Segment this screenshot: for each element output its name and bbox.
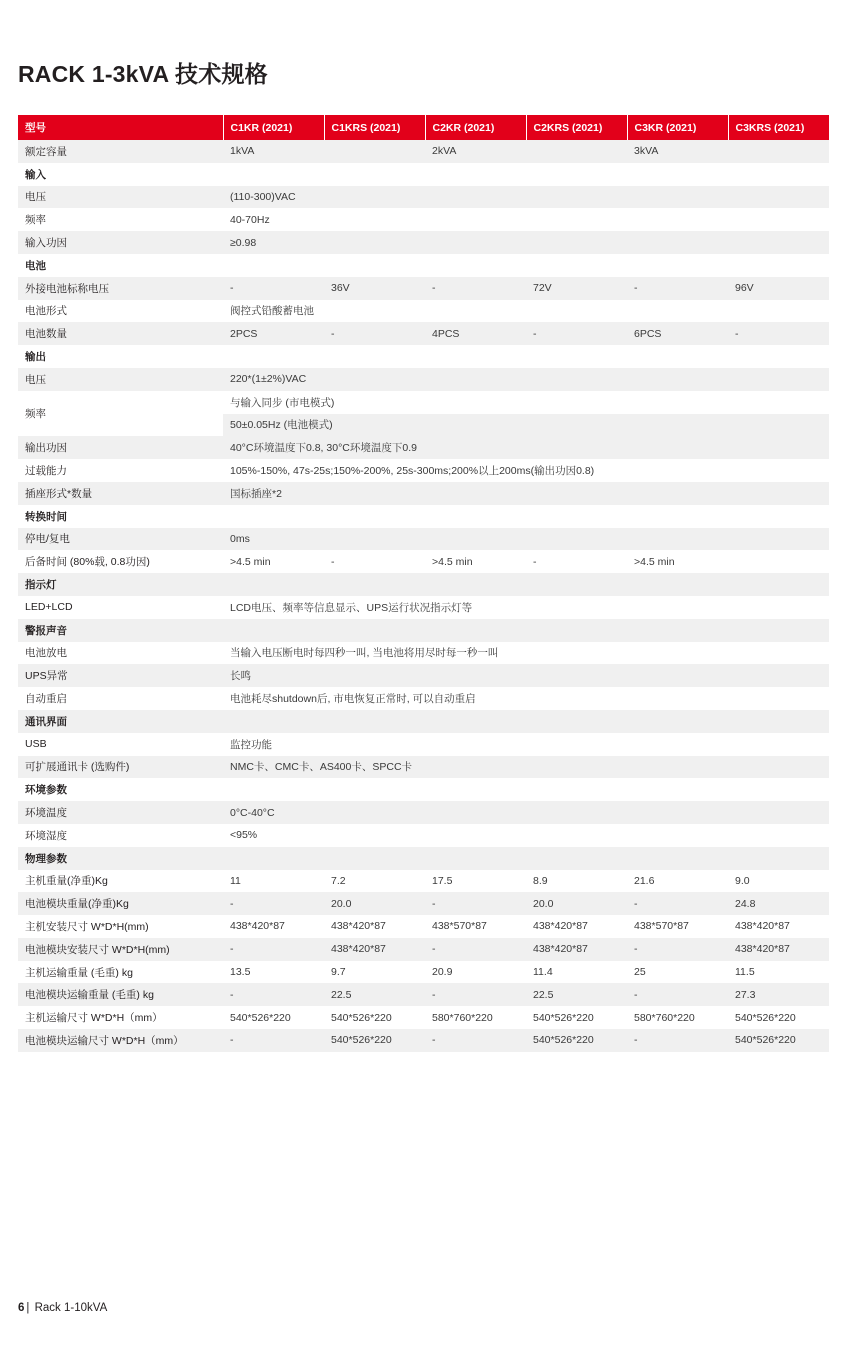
row-value: 与输入同步 (市电模式)	[223, 391, 829, 414]
column-header-product-3: C2KR (2021)	[425, 115, 526, 140]
row-label: 频率	[18, 391, 223, 437]
row-value: -	[425, 892, 526, 915]
row-value: >4.5 min	[425, 550, 526, 573]
table-row	[18, 915, 829, 938]
column-header-model: 型号	[18, 115, 223, 140]
row-label: 可扩展通讯卡 (选购件)	[18, 756, 223, 779]
row-label: 主机安装尺寸 W*D*H(mm)	[18, 915, 223, 938]
row-label: UPS异常	[18, 664, 223, 687]
column-header-product-5: C3KR (2021)	[627, 115, 728, 140]
page-footer	[18, 1302, 107, 1314]
section-label: 物理参数	[18, 847, 223, 870]
row-value: 7.2	[324, 870, 425, 893]
row-label: 停电/复电	[18, 528, 223, 551]
row-value: 8.9	[526, 870, 627, 893]
row-value: 4PCS	[425, 322, 526, 345]
table-row	[18, 140, 829, 163]
row-value: -	[627, 983, 728, 1006]
row-label: 电压	[18, 186, 223, 209]
table-row	[18, 801, 829, 824]
row-value: -	[627, 938, 728, 961]
table-section-row	[18, 505, 829, 528]
row-value: LCD电压、频率等信息显示、UPS运行状况指示灯等	[223, 596, 829, 619]
table-section-row	[18, 163, 829, 186]
section-label: 指示灯	[18, 573, 223, 596]
section-label: 电池	[18, 254, 223, 277]
row-label: 频率	[18, 208, 223, 231]
row-value: 3kVA	[627, 140, 829, 163]
row-value: 40-70Hz	[223, 208, 829, 231]
table-section-row	[18, 847, 829, 870]
row-value: -	[223, 1029, 324, 1052]
row-value: NMC卡、CMC卡、AS400卡、SPCC卡	[223, 756, 829, 779]
row-value: 0ms	[223, 528, 829, 551]
table-section-row	[18, 573, 829, 596]
row-value: 9.7	[324, 961, 425, 984]
row-value: (110-300)VAC	[223, 186, 829, 209]
row-value: -	[324, 322, 425, 345]
row-value: -	[425, 983, 526, 1006]
row-value: -	[223, 277, 324, 300]
row-value: 22.5	[526, 983, 627, 1006]
row-value: -	[223, 892, 324, 915]
row-value: 长鸣	[223, 664, 829, 687]
table-section-row	[18, 345, 829, 368]
row-value: 40°C环境温度下0.8, 30°C环境温度下0.9	[223, 436, 829, 459]
row-label: 环境温度	[18, 801, 223, 824]
table-row	[18, 186, 829, 209]
row-value: 36V	[324, 277, 425, 300]
row-label: 电池模块运输重量 (毛重) kg	[18, 983, 223, 1006]
row-value: 540*526*220	[526, 1029, 627, 1052]
row-value: 438*420*87	[223, 915, 324, 938]
table-row	[18, 482, 829, 505]
row-value: 540*526*220	[526, 1006, 627, 1029]
row-value: 220*(1±2%)VAC	[223, 368, 829, 391]
section-label: 输出	[18, 345, 223, 368]
row-label: 自动重启	[18, 687, 223, 710]
row-label: 主机运输重量 (毛重) kg	[18, 961, 223, 984]
row-value: 540*526*220	[728, 1006, 829, 1029]
table-row	[18, 1006, 829, 1029]
row-value: >4.5 min	[223, 550, 324, 573]
table-row	[18, 550, 829, 573]
column-header-product-4: C2KRS (2021)	[526, 115, 627, 140]
row-label: 输入功因	[18, 231, 223, 254]
section-label: 转换时间	[18, 505, 223, 528]
row-value: -	[425, 277, 526, 300]
row-value: 27.3	[728, 983, 829, 1006]
row-value	[223, 254, 829, 277]
table-row	[18, 1029, 829, 1052]
table-row	[18, 870, 829, 893]
row-value: 438*420*87	[324, 938, 425, 961]
row-value: >4.5 min	[627, 550, 829, 573]
row-value: 监控功能	[223, 733, 829, 756]
row-value: 22.5	[324, 983, 425, 1006]
table-row	[18, 687, 829, 710]
section-label: 通讯界面	[18, 710, 223, 733]
page-title: RACK 1-3kVA 技术规格	[18, 61, 268, 87]
row-label: 主机重量(净重)Kg	[18, 870, 223, 893]
row-value: -	[425, 938, 526, 961]
row-value: -	[425, 1029, 526, 1052]
row-value: 96V	[728, 277, 829, 300]
row-value: 540*526*220	[324, 1029, 425, 1052]
row-value: 438*420*87	[324, 915, 425, 938]
row-value: 438*570*87	[627, 915, 728, 938]
section-label: 环境参数	[18, 778, 223, 801]
section-label: 输入	[18, 163, 223, 186]
row-value: 72V	[526, 277, 627, 300]
table-header	[18, 115, 829, 140]
table-body	[18, 140, 829, 1052]
footer-separator: |	[26, 1302, 30, 1314]
row-value: 1kVA	[223, 140, 425, 163]
row-label: 电池形式	[18, 300, 223, 323]
row-value: 438*420*87	[526, 938, 627, 961]
table-row	[18, 733, 829, 756]
section-label: 警报声音	[18, 619, 223, 642]
table-section-row	[18, 254, 829, 277]
table-row	[18, 892, 829, 915]
table-row	[18, 208, 829, 231]
row-value: 13.5	[223, 961, 324, 984]
row-value: <95%	[223, 824, 829, 847]
table-row	[18, 824, 829, 847]
row-value	[223, 573, 829, 596]
row-label: 电压	[18, 368, 223, 391]
row-value	[223, 505, 829, 528]
row-label: 环境湿度	[18, 824, 223, 847]
table-row	[18, 756, 829, 779]
row-value: -	[526, 550, 627, 573]
table-row	[18, 459, 829, 482]
table-row	[18, 528, 829, 551]
row-value	[223, 345, 829, 368]
table-row	[18, 938, 829, 961]
row-value	[223, 710, 829, 733]
row-label: 电池放电	[18, 642, 223, 665]
specifications-table	[18, 115, 829, 1052]
row-value: -	[627, 277, 728, 300]
column-header-product-6: C3KRS (2021)	[728, 115, 829, 140]
row-value: 438*420*87	[526, 915, 627, 938]
row-value: -	[728, 322, 829, 345]
row-label: USB	[18, 733, 223, 756]
footer-document-name: Rack 1-10kVA	[34, 1302, 108, 1314]
row-value: 540*526*220	[223, 1006, 324, 1029]
table-header-row	[18, 115, 829, 140]
table-row	[18, 277, 829, 300]
row-value: 17.5	[425, 870, 526, 893]
row-value: -	[627, 1029, 728, 1052]
row-label: 电池数量	[18, 322, 223, 345]
table-row	[18, 596, 829, 619]
table-row	[18, 300, 829, 323]
row-value: -	[223, 983, 324, 1006]
row-value: 540*526*220	[324, 1006, 425, 1029]
row-value: 电池耗尽shutdown后, 市电恢复正常时, 可以自动重启	[223, 687, 829, 710]
table-row	[18, 961, 829, 984]
row-label: 电池模块安装尺寸 W*D*H(mm)	[18, 938, 223, 961]
row-value: 438*570*87	[425, 915, 526, 938]
row-label: 电池模块运输尺寸 W*D*H（mm）	[18, 1029, 223, 1052]
column-header-product-1: C1KR (2021)	[223, 115, 324, 140]
row-label: 外接电池标称电压	[18, 277, 223, 300]
row-value: 24.8	[728, 892, 829, 915]
row-value: 580*760*220	[425, 1006, 526, 1029]
table-section-row	[18, 778, 829, 801]
row-value: -	[223, 938, 324, 961]
row-value: 438*420*87	[728, 938, 829, 961]
row-label: LED+LCD	[18, 596, 223, 619]
row-label: 输出功因	[18, 436, 223, 459]
table-row	[18, 368, 829, 391]
row-value: 9.0	[728, 870, 829, 893]
row-value: ≥0.98	[223, 231, 829, 254]
row-value: 105%-150%, 47s-25s;150%-200%, 25s-300ms;200%以上200ms(输出功因0.8)	[223, 459, 829, 482]
table-row	[18, 436, 829, 459]
row-label: 过载能力	[18, 459, 223, 482]
row-value: 21.6	[627, 870, 728, 893]
row-value: 2PCS	[223, 322, 324, 345]
row-label: 额定容量	[18, 140, 223, 163]
row-value: 当输入电压断电时每四秒一叫, 当电池将用尽时每一秒一叫	[223, 642, 829, 665]
row-value	[223, 619, 829, 642]
row-value: 20.9	[425, 961, 526, 984]
row-value: 25	[627, 961, 728, 984]
row-value: -	[627, 892, 728, 915]
row-value: 11.4	[526, 961, 627, 984]
row-value: 阀控式铅酸蓄电池	[223, 300, 829, 323]
row-value: 50±0.05Hz (电池模式)	[223, 414, 829, 437]
footer-page-number: 6	[18, 1302, 25, 1314]
row-value: 438*420*87	[728, 915, 829, 938]
row-value: 0°C-40°C	[223, 801, 829, 824]
table-section-row	[18, 619, 829, 642]
row-label: 后备时间 (80%载, 0.8功因)	[18, 550, 223, 573]
table-row	[18, 664, 829, 687]
table-section-row	[18, 710, 829, 733]
row-value	[223, 778, 829, 801]
table-row	[18, 231, 829, 254]
row-value: 20.0	[324, 892, 425, 915]
row-value: 11.5	[728, 961, 829, 984]
table-row	[18, 322, 829, 345]
row-value: 2kVA	[425, 140, 627, 163]
row-label: 电池模块重量(净重)Kg	[18, 892, 223, 915]
row-value	[223, 847, 829, 870]
row-value: -	[324, 550, 425, 573]
row-value: 6PCS	[627, 322, 728, 345]
column-header-product-2: C1KRS (2021)	[324, 115, 425, 140]
row-label: 插座形式*数量	[18, 482, 223, 505]
row-value: -	[526, 322, 627, 345]
row-value: 国标插座*2	[223, 482, 829, 505]
table-row	[18, 391, 829, 414]
row-value: 540*526*220	[728, 1029, 829, 1052]
row-label: 主机运输尺寸 W*D*H（mm）	[18, 1006, 223, 1029]
row-value: 11	[223, 870, 324, 893]
table-row	[18, 983, 829, 1006]
row-value: 20.0	[526, 892, 627, 915]
row-value: 580*760*220	[627, 1006, 728, 1029]
row-value	[223, 163, 829, 186]
table-row	[18, 642, 829, 665]
